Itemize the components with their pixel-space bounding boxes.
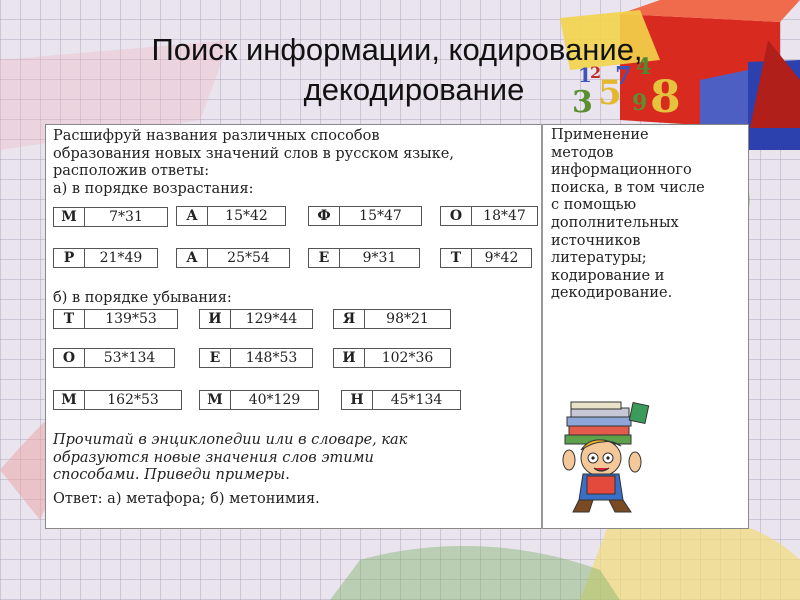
svg-text:7: 7 — [615, 61, 632, 90]
reading-line: способами. Приведи примеры. — [53, 467, 290, 483]
code-letter: Н — [342, 391, 373, 409]
code-letter: А — [177, 249, 208, 267]
task-instructions — [53, 128, 533, 198]
code-box-b6 — [333, 348, 451, 368]
svg-text:2: 2 — [590, 63, 602, 82]
code-box-b2 — [199, 309, 313, 329]
code-box-a1 — [53, 207, 168, 227]
code-value: 25*54 — [227, 250, 270, 266]
code-letter: Я — [334, 310, 365, 328]
side-line: методов — [551, 144, 614, 161]
code-value: 53*134 — [103, 350, 156, 366]
code-box-a7 — [308, 248, 420, 268]
code-box-b4 — [53, 348, 175, 368]
code-value: 139*53 — [105, 311, 157, 327]
reading-line: образуются новые значения слов этими — [53, 449, 374, 466]
code-letter: Е — [200, 349, 231, 367]
side-line: информационного — [551, 162, 692, 179]
code-value: 9*42 — [484, 250, 519, 266]
title-line-1: Поиск информации, кодирование, — [151, 32, 643, 67]
side-line: литературы; — [551, 250, 647, 267]
code-box-b5 — [199, 348, 313, 368]
code-box-b8 — [199, 390, 319, 410]
code-box-a2 — [176, 206, 286, 226]
reading-line: Прочитай в энциклопедии или в словаре, как — [53, 432, 408, 448]
code-letter: Ф — [309, 207, 340, 225]
svg-text:5: 5 — [598, 73, 622, 113]
side-line: кодирование и — [551, 267, 665, 284]
code-letter: М — [54, 391, 85, 409]
answer-text: Ответ: а) метафора; б) метонимия. — [53, 491, 320, 507]
code-letter: Р — [54, 249, 85, 267]
side-line: дополнительных — [551, 214, 679, 231]
code-box-b7 — [53, 390, 182, 410]
svg-text:4: 4 — [636, 54, 652, 80]
code-letter: О — [441, 207, 472, 225]
code-value: 98*21 — [386, 311, 429, 327]
methods-description — [551, 127, 746, 303]
code-box-a8 — [440, 248, 532, 268]
code-value: 15*42 — [225, 208, 268, 224]
code-value: 15*47 — [359, 208, 402, 224]
reading-task — [53, 432, 533, 485]
code-letter: Е — [309, 249, 340, 267]
student-with-books-illustration — [553, 400, 663, 515]
code-value: 148*53 — [245, 350, 298, 366]
code-letter: М — [200, 391, 231, 409]
side-line: декодирование. — [551, 285, 673, 302]
part-b-label: б) в порядке убывания: — [53, 290, 232, 306]
book-stack — [565, 402, 649, 444]
side-line: поиска, в том числе — [551, 179, 705, 196]
code-value: 21*49 — [99, 250, 143, 266]
code-value: 18*47 — [483, 208, 526, 224]
code-box-a5 — [53, 248, 158, 268]
side-line: источников — [551, 232, 641, 249]
code-value: 40*129 — [248, 392, 301, 408]
svg-text:1: 1 — [578, 63, 592, 87]
green-bottom-shape — [330, 546, 620, 600]
side-line: с помощью — [551, 197, 637, 214]
svg-text:9: 9 — [632, 90, 648, 116]
code-letter: И — [200, 310, 231, 328]
code-box-b9 — [341, 390, 461, 410]
code-box-a4 — [440, 206, 538, 226]
svg-text:3: 3 — [572, 85, 593, 120]
code-value: 9*31 — [362, 250, 397, 266]
code-letter: О — [54, 349, 85, 367]
code-letter: Т — [54, 310, 85, 328]
code-box-b1 — [53, 309, 178, 329]
code-letter: А — [177, 207, 208, 225]
task-line: образования новых значений слов в русском языке, — [53, 145, 454, 162]
student-figure — [563, 440, 641, 512]
code-value: 102*36 — [381, 350, 434, 366]
task-line: а) в порядке возрастания: — [53, 180, 254, 197]
code-box-a6 — [176, 248, 290, 268]
code-letter: М — [54, 208, 85, 226]
code-value: 162*53 — [107, 392, 159, 408]
code-box-a3 — [308, 206, 422, 226]
code-value: 45*134 — [390, 392, 443, 408]
side-line: Применение — [551, 127, 649, 143]
code-box-b3 — [333, 309, 451, 329]
task-line: расположив ответы: — [53, 163, 210, 179]
column-divider — [541, 124, 543, 529]
code-value: 129*44 — [245, 311, 298, 327]
task-line: Расшифруй названия различных способов — [53, 128, 380, 144]
svg-text:8: 8 — [650, 72, 681, 123]
code-letter: Т — [441, 249, 472, 267]
slide-title — [0, 30, 800, 110]
code-letter: И — [334, 349, 365, 367]
title-line-2: декодирование — [303, 72, 525, 107]
code-value: 7*31 — [109, 209, 143, 225]
